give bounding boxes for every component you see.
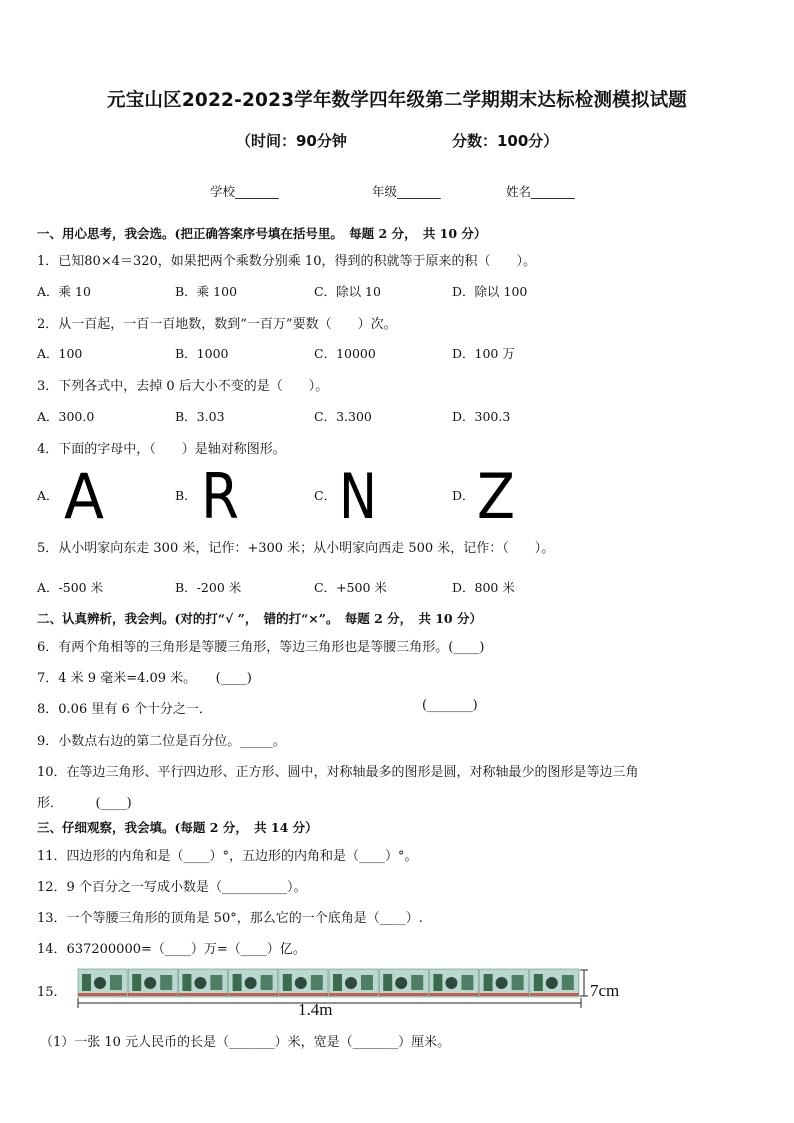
q5-option-c: C．+500 米 xyxy=(314,580,387,595)
letter-a: A xyxy=(64,460,104,533)
q5-option-a: A．-500 米 xyxy=(37,580,104,595)
q1-option-d: D．除以 100 xyxy=(452,284,528,299)
q4-option-b: B． xyxy=(175,488,197,503)
q2-option-a: A．100 xyxy=(37,346,83,361)
question-14: 14．637200000=（____）万=（____）亿。 xyxy=(37,942,306,957)
section2-heading: 二、认真辨析，我会判。(对的打“√ ”， 错的打“×”。 每题 2 分， 共 10 分） xyxy=(37,611,482,626)
q2-option-c: C．10000 xyxy=(314,346,376,361)
section1-heading: 一、用心思考，我会选。(把正确答案序号填在括号里。 每题 2 分， 共 10 分） xyxy=(37,226,487,241)
q5-option-d: D．800 米 xyxy=(452,580,515,595)
question-1: 1．已知80×4＝320，如果把两个乘数分别乘 10，得到的积就等于原来的积（ ）。 xyxy=(37,254,536,269)
banknote-1 xyxy=(78,969,127,997)
name-field: 姓名_______ xyxy=(506,184,575,199)
banknote-3 xyxy=(178,969,227,997)
question-10-line2: 形． (____) xyxy=(37,796,132,811)
q1-option-c: C．除以 10 xyxy=(314,284,381,299)
letter-a-figure xyxy=(62,460,106,533)
letter-r: R xyxy=(201,460,239,533)
question-15-part1: （1）一张 10 元人民币的长是（_______）米，宽是（_______）厘米。 xyxy=(40,1035,451,1050)
question-10-line1: 10．在等边三角形、平行四边形、正方形、圆中，对称轴最多的图形是圆，对称轴最少的图形是等边三角 xyxy=(37,765,639,780)
question-2: 2．从一百起，一百一百地数，数到“一百万”要数（ ）次。 xyxy=(37,317,397,332)
question-6: 6．有两个角相等的三角形是等腰三角形，等边三角形也是等腰三角形。(____) xyxy=(37,640,485,655)
section3-heading: 三、仔细观察，我会填。(每题 2 分， 共 14 分） xyxy=(37,820,318,835)
question-3: 3．下列各式中，去掉 0 后大小不变的是（ ）。 xyxy=(37,379,329,394)
letter-n-figure xyxy=(336,460,380,533)
q3-option-c: C．3.300 xyxy=(314,409,372,424)
letter-n: N xyxy=(339,460,377,533)
q3-option-b: B．3.03 xyxy=(175,409,225,424)
q1-option-b: B．乘 100 xyxy=(175,284,238,299)
question-8-blank: (_______) xyxy=(422,698,478,713)
letter-z-figure xyxy=(474,460,518,533)
exam-time: （时间：90分钟 xyxy=(236,132,347,150)
q3-option-d: D．300.3 xyxy=(452,409,511,424)
question-12: 12．9 个百分之一写成小数是（__________）。 xyxy=(37,880,307,895)
school-field: 学校_______ xyxy=(210,184,279,199)
q2-option-b: B．1000 xyxy=(175,346,229,361)
banknote-9 xyxy=(480,969,529,997)
question-9: 9．小数点右边的第二位是百分位。_____。 xyxy=(37,734,286,749)
question-13: 13．一个等腰三角形的顶角是 50°，那么它的一个底角是（____）. xyxy=(37,911,423,926)
banknote-2 xyxy=(128,969,177,997)
letter-r-figure xyxy=(198,460,242,533)
q4-option-c: C． xyxy=(314,488,337,503)
q3-option-a: A．300.0 xyxy=(37,409,95,424)
page-title: 元宝山区2022-2023学年数学四年级第二学期期末达标检测模拟试题 xyxy=(107,90,687,111)
question-11: 11．四边形的内角和是（____）°，五边形的内角和是（____）°。 xyxy=(37,849,418,864)
question-4: 4．下面的字母中，（ ）是轴对称图形。 xyxy=(37,442,286,457)
question-8: 8．0.06 里有 6 个十分之一． xyxy=(37,702,212,717)
banknote-4 xyxy=(229,969,278,997)
note-width-label: 7cm xyxy=(590,981,620,1000)
question-15: 15. xyxy=(37,985,58,1000)
banknote-10 xyxy=(530,969,579,997)
banknote-5 xyxy=(279,969,328,997)
grade-field: 年级_______ xyxy=(372,184,441,199)
letter-z: Z xyxy=(477,460,515,533)
q4-option-a: A． xyxy=(37,488,59,503)
question-7: 7．4 米 9 毫米=4.09 米。 (____) xyxy=(37,671,252,686)
q4-option-d: D． xyxy=(452,488,475,503)
question-5: 5．从小明家向东走 300 米，记作：+300 米；从小明家向西走 500 米，记作：（ ）。 xyxy=(37,541,555,556)
banknote-6 xyxy=(329,969,378,997)
q1-option-a: A．乘 10 xyxy=(37,284,91,299)
exam-score: 分数：100分） xyxy=(452,132,559,150)
banknote-8 xyxy=(429,969,478,997)
strip-length-label: 1.4m xyxy=(298,1000,333,1019)
q2-option-d: D．100 万 xyxy=(452,346,515,361)
q5-option-b: B．-200 米 xyxy=(175,580,242,595)
banknote-7 xyxy=(379,969,428,997)
